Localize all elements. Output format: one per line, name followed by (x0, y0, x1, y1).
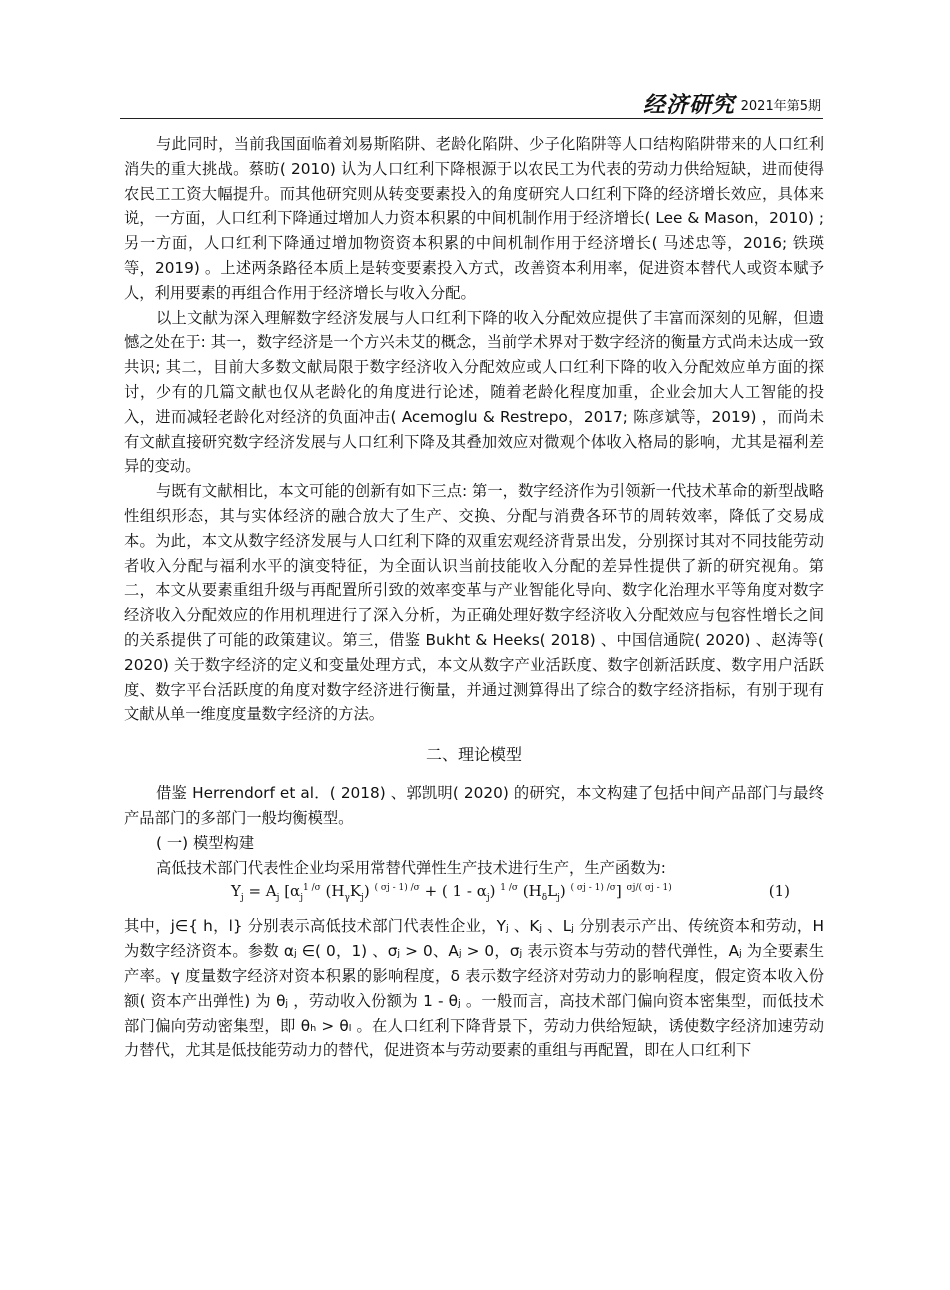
article-body (124, 132, 824, 1063)
paragraph-1: 与此同时，当前我国面临着刘易斯陷阱、老龄化陷阱、少子化陷阱等人口结构陷阱带来的人口红利消失的重大挑战。蔡昉( 2010) 认为人口红利下降根源于以农民工为代表的劳动力供给短缺，进而使得农民工工资大幅提升。而其他研究则从转变要素投入的角度研究人口红利下降的经济增长效应，具体来说，一方面，人口红利下降通过增加人力资本积累的中间机制作用于经济增长( Lee & Mason，2010) ; 另一方面，人口红利下降通过增加物资资本积累的中间机制作用于经济增长( 马述忠等，2016; 铁瑛等，2019) 。上述两条路径本质上是转变要素投入方式，改善资本利用率，促进资本替代人或资本赋予人，利用要素的再组合作用于经济增长与收入分配。 (124, 135, 824, 302)
equation-number: (1) (768, 882, 790, 901)
equation-1 (124, 880, 824, 908)
issue-label: 2021年第5期 (740, 99, 821, 114)
paragraph-3: 与既有文献相比，本文可能的创新有如下三点: 第一，数字经济作为引领新一代技术革命的新型战略性组织形态，其与实体经济的融合放大了生产、交换、分配与消费各环节的周转效率，降低了交易成本。为此，本文从数字经济发展与人口红利下降的双重宏观经济背景出发，分别探讨其对不同技能劳动者收入分配与福利水平的演变特征，为全面认识当前技能收入分配的差异性提供了新的研究视角。第二，本文从要素重组升级与再配置所引致的效率变革与产业智能化导向、数字化治理水平等角度对数字经济收入分配效应的作用机理进行了深入分析，为正确处理好数字经济收入分配效应与包容性增长之间的关系提供了可能的政策建议。第三，借鉴 Bukht & Heeks( 2018) 、中国信通院( 2020) 、赵涛等( 2020) 关于数字经济的定义和变量处理方式，本文从数字产业活跃度、数字创新活跃度、数字用户活跃度、数字平台活跃度的角度对数字经济进行衡量，并通过测算得出了综合的数字经济指标，有别于现有文献从单一维度度量数字经济的方法。 (124, 482, 824, 724)
paragraph-6: 其中，j∈{ h，l} 分别表示高低技术部门代表性企业，Yⱼ 、Kⱼ 、Lⱼ 分别表示产出、传统资本和劳动，H 为数字经济资本。参数 αⱼ ∈( 0，1) 、σⱼ > 0、Aⱼ > 0，σⱼ 表示资本与劳动的替代弹性，Aⱼ 为全要素生产率。γ 度量数字经济对资本积累的影响程度，δ 表示数字经济对劳动力的影响程度，假定资本收入份额( 资本产出弹性) 为 θⱼ ，劳动收入份额为 1 - θⱼ 。一般而言，高技术部门偏向资本密集型，而低技术部门偏向劳动密集型，即 θₕ > θₗ 。在人口红利下降背景下，劳动力供给短缺，诱使数字经济加速劳动力替代，尤其是低技能劳动力的替代，促进资本与劳动要素的重组与再配置，即在人口红利下 (124, 917, 824, 1060)
section-title: 二、理论模型 (425, 745, 522, 765)
paragraph-2: 以上文献为深入理解数字经济发展与人口红利下降的收入分配效应提供了丰富而深刻的见解，但遗憾之处在于: 其一，数字经济是一个方兴未艾的概念，当前学术界对于数字经济的衡量方式尚未达成一致共识; 其二，目前大多数文献局限于数字经济收入分配效应或人口红利下降的收入分配效应单方面的探讨，少有的几篇文献也仅从老龄化的角度进行论述，随着老龄化程度加重，企业会加大人工智能的投入，进而减轻老龄化对经济的负面冲击( Acemoglu & Restrepo，2017; 陈彦斌等，2019) ，而尚未有文献直接研究数字经济发展与人口红利下降及其叠加效应对微观个体收入格局的影响，尤其是福利差异的变动。 (124, 308, 824, 476)
equation-body: $Y_j = A_j$ [$\alpha_j^{1 /\sigma}$ $(H_\gamma K_j) ^{( \sigma j - 1) /\sigma}$ + ( $1 - \alpha_j$) $^{1 /\sigma}$ $(H_\delta L_j)$ $^{( \sigma j - 1) /\sigma}$] $^{\sigma j/( \sigma j - 1)}$ (231, 882, 672, 904)
paragraph-4: 借鉴 Herrendorf et al．( 2018) 、郭凯明( 2020) 的研究，本文构建了包括中间产品部门与最终产品部门的多部门一般均衡模型。 (124, 784, 824, 827)
page-header (120, 88, 823, 119)
paragraph-5: 高低技术部门代表性企业均采用常替代弹性生产技术进行生产，生产函数为: (156, 858, 666, 877)
subsection-title: ( 一) 模型构建 (156, 833, 255, 852)
journal-logo: 经济研究 (642, 92, 735, 118)
